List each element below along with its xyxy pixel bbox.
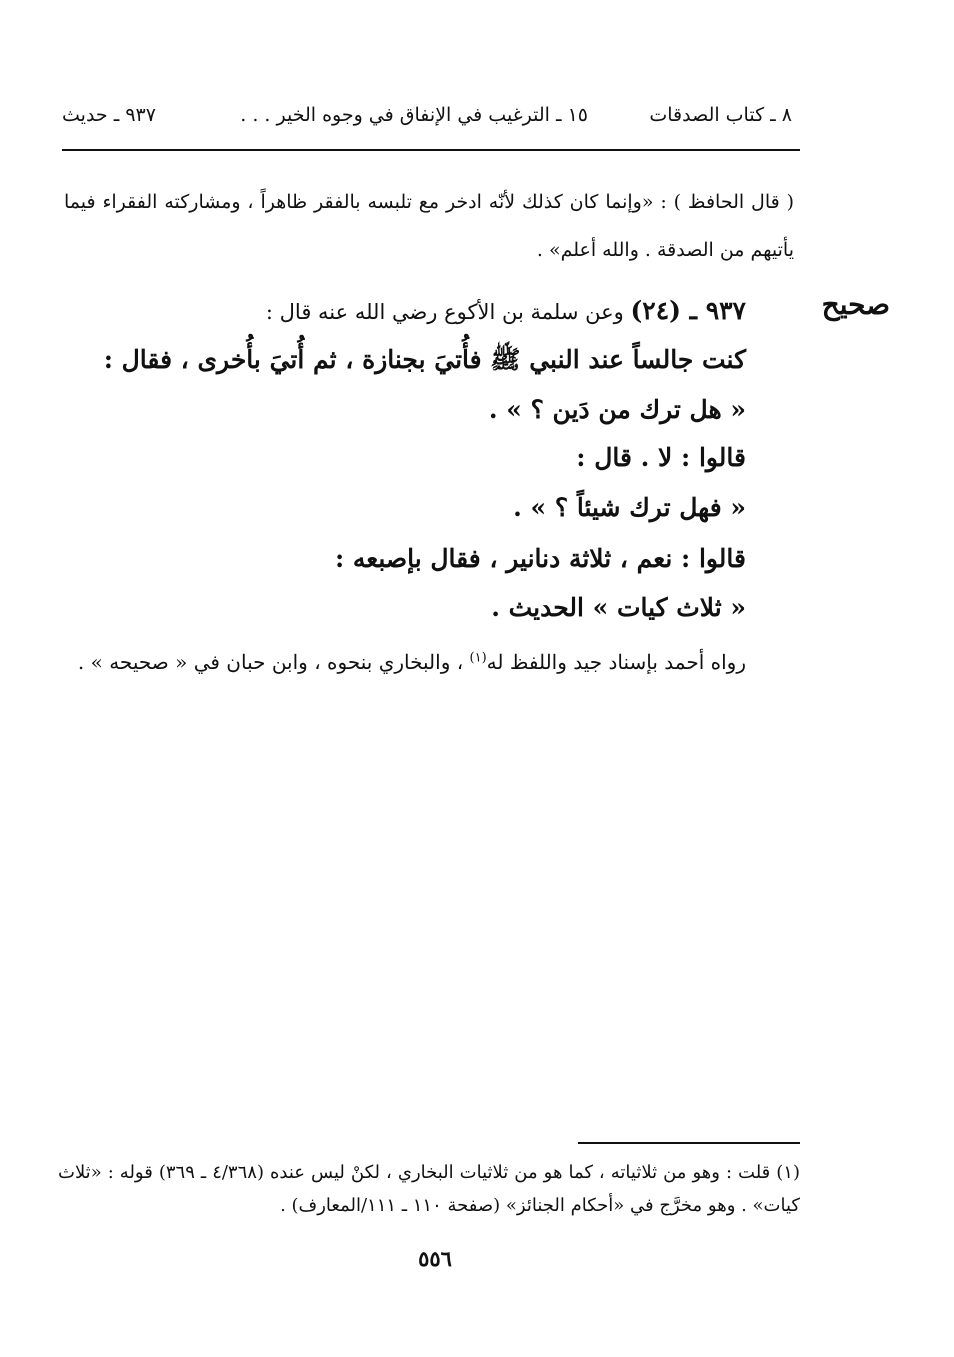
hadith-grade-label: صحيح: [821, 288, 890, 321]
hadith-reference: ٩٣٧ ـ حديث: [62, 104, 156, 126]
hadith-text-line: قالوا : لا . قال :: [576, 443, 746, 472]
footnote-text: (١) قلت : وهو من ثلاثياته ، كما هو من ثلاثيات البخاري ، لكنْ ليس عنده (٤/٣٦٨ ـ ٣٦٩) قوله : «ثلاث كيات» . وهو مخرَّج في «أحكام الجنائز» (صفحة ١١٠ ـ ١١١/المعارف) .: [58, 1162, 800, 1216]
hadith-intro-line: [266, 296, 746, 325]
hafiz-commentary: ( قال الحافظ ) : «وإنما كان كذلك لأنّه ادخر مع تلبسه بالفقر ظاهراً ، ومشاركته الفقراء فيما يأتيهم من الصدقة . والله أعلم» .: [64, 191, 794, 261]
chapter-title: ١٥ ـ الترغيب في الإنفاق في وجوه الخير . . .: [240, 104, 588, 126]
book-title: ٨ ـ كتاب الصدقات: [649, 104, 792, 126]
running-header: [62, 100, 800, 132]
hadith-text-line: قالوا : نعم ، ثلاثة دنانير ، فقال بإصبعه :: [334, 544, 746, 573]
hadith-text-line: « فهل ترك شيئاً ؟ » .: [513, 493, 746, 522]
source-text: رواه أحمد بإسناد جيد واللفظ له: [486, 650, 746, 674]
hadith-narrator: وعن سلمة بن الأكوع رضي الله عنه قال :: [265, 300, 624, 324]
hadith-number: ٩٣٧ ـ (٢٤): [630, 296, 746, 325]
hadith-text-line: « ثلاث كيات » الحديث .: [491, 593, 746, 622]
footnote-divider: [578, 1142, 800, 1144]
hadith-source-citation: [78, 650, 746, 674]
hadith-text-line: « هل ترك من دَين ؟ » .: [488, 395, 746, 424]
source-text-continued: ، والبخاري بنحوه ، وابن حبان في « صحيحه » .: [77, 650, 470, 674]
footnote-marker: (١): [469, 650, 487, 666]
page-number: ٥٥٦: [418, 1246, 452, 1271]
header-divider: [62, 149, 800, 151]
hadith-text-line: كنت جالساً عند النبي ﷺ فأُتيَ بجنازة ، ثم أُتيَ بأُخرى ، فقال :: [103, 345, 746, 374]
